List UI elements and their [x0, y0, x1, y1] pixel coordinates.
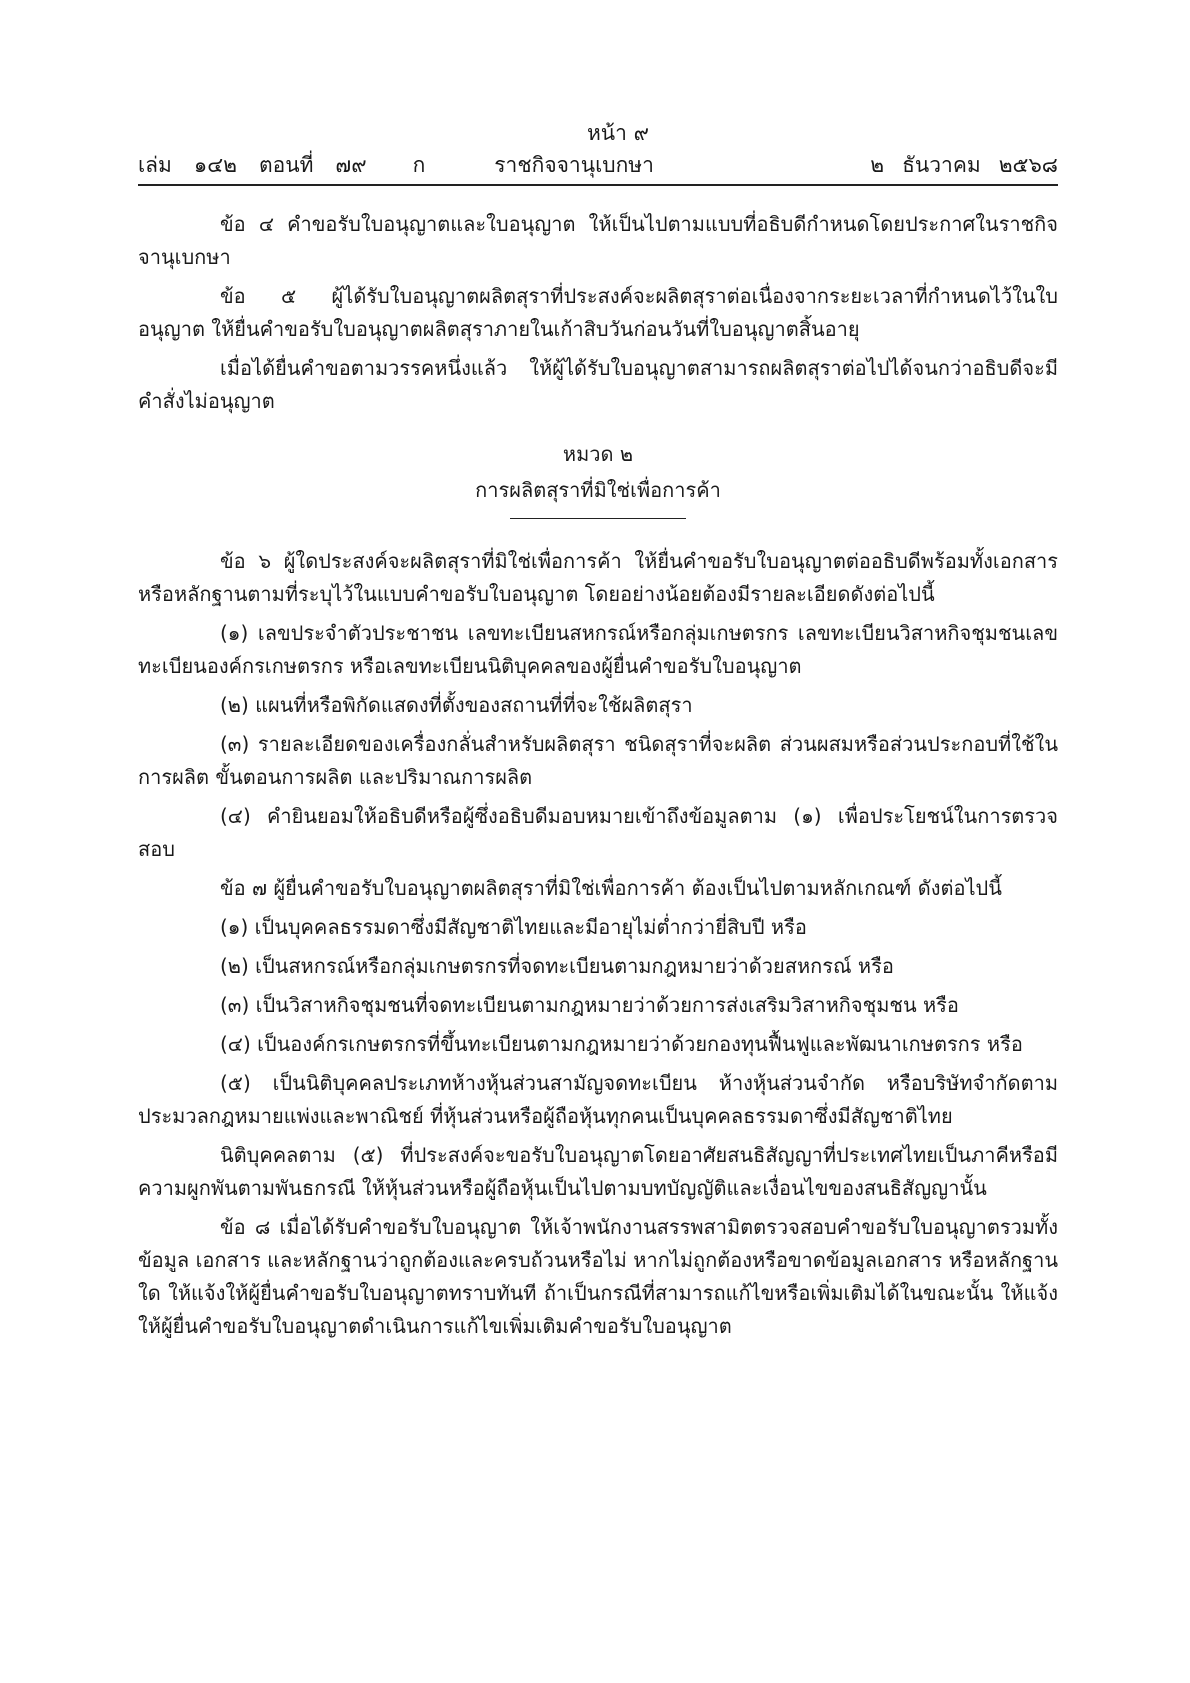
- gazette-header: [138, 148, 1058, 186]
- gazette-title: ราชกิจจานุเบกษา: [494, 153, 654, 177]
- clause-6-item-4: (๔) คำยินยอมให้อธิบดีหรือผู้ซึ่งอธิบดีมอบหมายเข้าถึงข้อมูลตาม (๑) เพื่อประโยชน์ในการตรวจสอบ: [138, 804, 1058, 861]
- chapter-heading: [138, 436, 1058, 508]
- issue-number: ๗๙: [335, 153, 367, 177]
- clause-4: ข้อ ๔ คำขอรับใบอนุญาตและใบอนุญาต ให้เป็นไปตามแบบที่อธิบดีกำหนดโดยประกาศในราชกิจจานุเบกษา: [138, 212, 1058, 269]
- chapter-title: การผลิตสุราที่มิใช่เพื่อการค้า: [475, 478, 721, 502]
- clause-7-item-3: (๓) เป็นวิสาหกิจชุมชนที่จดทะเบียนตามกฎหมายว่าด้วยการส่งเสริมวิสาหกิจชุมชน หรือ: [220, 993, 959, 1017]
- volume-number: ๑๔๒: [193, 153, 237, 177]
- gazette-page: [138, 118, 1058, 1349]
- date-day: ๒: [870, 153, 885, 177]
- clause-7-item-5: (๕) เป็นนิติบุคคลประเภทห้างหุ้นส่วนสามัญจดทะเบียน ห้างหุ้นส่วนจำกัด หรือบริษัทจำกัดตามประมวลกฎหมายแพ่งและพาณิชย์ ที่หุ้นส่วนหรือผู้ถือหุ้นทุกคนเป็นบุคคลธรรมดาซึ่งมีสัญชาติไทย: [138, 1071, 1058, 1128]
- date-month: ธันวาคม: [902, 153, 981, 177]
- chapter-divider: [510, 518, 686, 519]
- clause-6-item-3: (๓) รายละเอียดของเครื่องกลั่นสำหรับผลิตสุรา ชนิดสุราที่จะผลิต ส่วนผสมหรือส่วนประกอบที่ใช้ในการผลิต ขั้นตอนการผลิต และปริมาณการผลิต: [138, 732, 1058, 789]
- clause-5-para-2: เมื่อได้ยื่นคำขอตามวรรคหนึ่งแล้ว ให้ผู้ได้รับใบอนุญาตสามารถผลิตสุราต่อไปได้จนกว่าอธิบดีจะมีคำสั่งไม่อนุญาต: [138, 356, 1058, 413]
- section-letter: ก: [412, 153, 426, 177]
- clause-5: ข้อ ๕ ผู้ได้รับใบอนุญาตผลิตสุราที่ประสงค์จะผลิตสุราต่อเนื่องจากระยะเวลาที่กำหนดไว้ในใบอนุญาต ให้ยื่นคำขอรับใบอนุญาตผลิตสุราภายในเก้าสิบวันก่อนวันที่ใบอนุญาตสิ้นอายุ: [138, 284, 1058, 341]
- clause-6-item-2: (๒) แผนที่หรือพิกัดแสดงที่ตั้งของสถานที่ที่จะใช้ผลิตสุรา: [220, 693, 693, 717]
- page-number: หน้า ๙: [586, 121, 650, 145]
- clause-7-item-1: (๑) เป็นบุคคลธรรมดาซึ่งมีสัญชาติไทยและมีอายุไม่ต่ำกว่ายี่สิบปี หรือ: [220, 915, 807, 939]
- clause-6-item-1: (๑) เลขประจำตัวประชาชน เลขทะเบียนสหกรณ์หรือกลุ่มเกษตรกร เลขทะเบียนวิสาหกิจชุมชนเลขทะเบียนองค์กรเกษตรกร หรือเลขทะเบียนนิติบุคคลของผู้ยื่นคำขอรับใบอนุญาต: [138, 621, 1058, 678]
- date-year: ๒๕๖๘: [998, 153, 1058, 177]
- clause-7-item-4: (๔) เป็นองค์กรเกษตรกรที่ขึ้นทะเบียนตามกฎหมายว่าด้วยกองทุนฟื้นฟูและพัฒนาเกษตรกร หรือ: [220, 1032, 1023, 1056]
- clause-7: ข้อ ๗ ผู้ยื่นคำขอรับใบอนุญาตผลิตสุราที่มิใช่เพื่อการค้า ต้องเป็นไปตามหลักเกณฑ์ ดังต่อไปนี้: [220, 876, 1002, 900]
- clause-6: ข้อ ๖ ผู้ใดประสงค์จะผลิตสุราที่มิใช่เพื่อการค้า ให้ยื่นคำขอรับใบอนุญาตต่ออธิบดีพร้อมทั้งเอกสารหรือหลักฐานตามที่ระบุไว้ในแบบคำขอรับใบอนุญาต โดยอย่างน้อยต้องมีรายละเอียดดังต่อไปนี้: [138, 549, 1058, 606]
- volume-issue: [138, 148, 468, 182]
- publication-date: [870, 148, 1058, 182]
- clause-7-item-2: (๒) เป็นสหกรณ์หรือกลุ่มเกษตรกรที่จดทะเบียนตามกฎหมายว่าด้วยสหกรณ์ หรือ: [220, 954, 894, 978]
- clause-7-para-2: นิติบุคคลตาม (๕) ที่ประสงค์จะขอรับใบอนุญาตโดยอาศัยสนธิสัญญาที่ประเทศไทยเป็นภาคีหรือมีความผูกพันตามพันธกรณี ให้หุ้นส่วนหรือผู้ถือหุ้นเป็นไปตามบทบัญญัติและเงื่อนไขของสนธิสัญญานั้น: [138, 1143, 1058, 1200]
- volume-label: เล่ม: [138, 153, 172, 177]
- chapter-number: หมวด ๒: [562, 442, 634, 466]
- document-body: [138, 208, 1058, 1343]
- clause-8: ข้อ ๘ เมื่อได้รับคำขอรับใบอนุญาต ให้เจ้าพนักงานสรรพสามิตตรวจสอบคำขอรับใบอนุญาตรวมทั้งข้อมูล เอกสาร และหลักฐานว่าถูกต้องและครบถ้วนหรือไม่ หากไม่ถูกต้องหรือขาดข้อมูลเอกสาร หรือหลักฐานใด ให้แจ้งให้ผู้ยื่นคำขอรับใบอนุญาตทราบทันที ถ้าเป็นกรณีที่สามารถแก้ไขหรือเพิ่มเติมได้ในขณะนั้น ให้แจ้งให้ผู้ยื่นคำขอรับใบอนุญาตดำเนินการแก้ไขเพิ่มเติมคำขอรับใบอนุญาต: [138, 1215, 1058, 1338]
- issue-label: ตอนที่: [258, 153, 314, 177]
